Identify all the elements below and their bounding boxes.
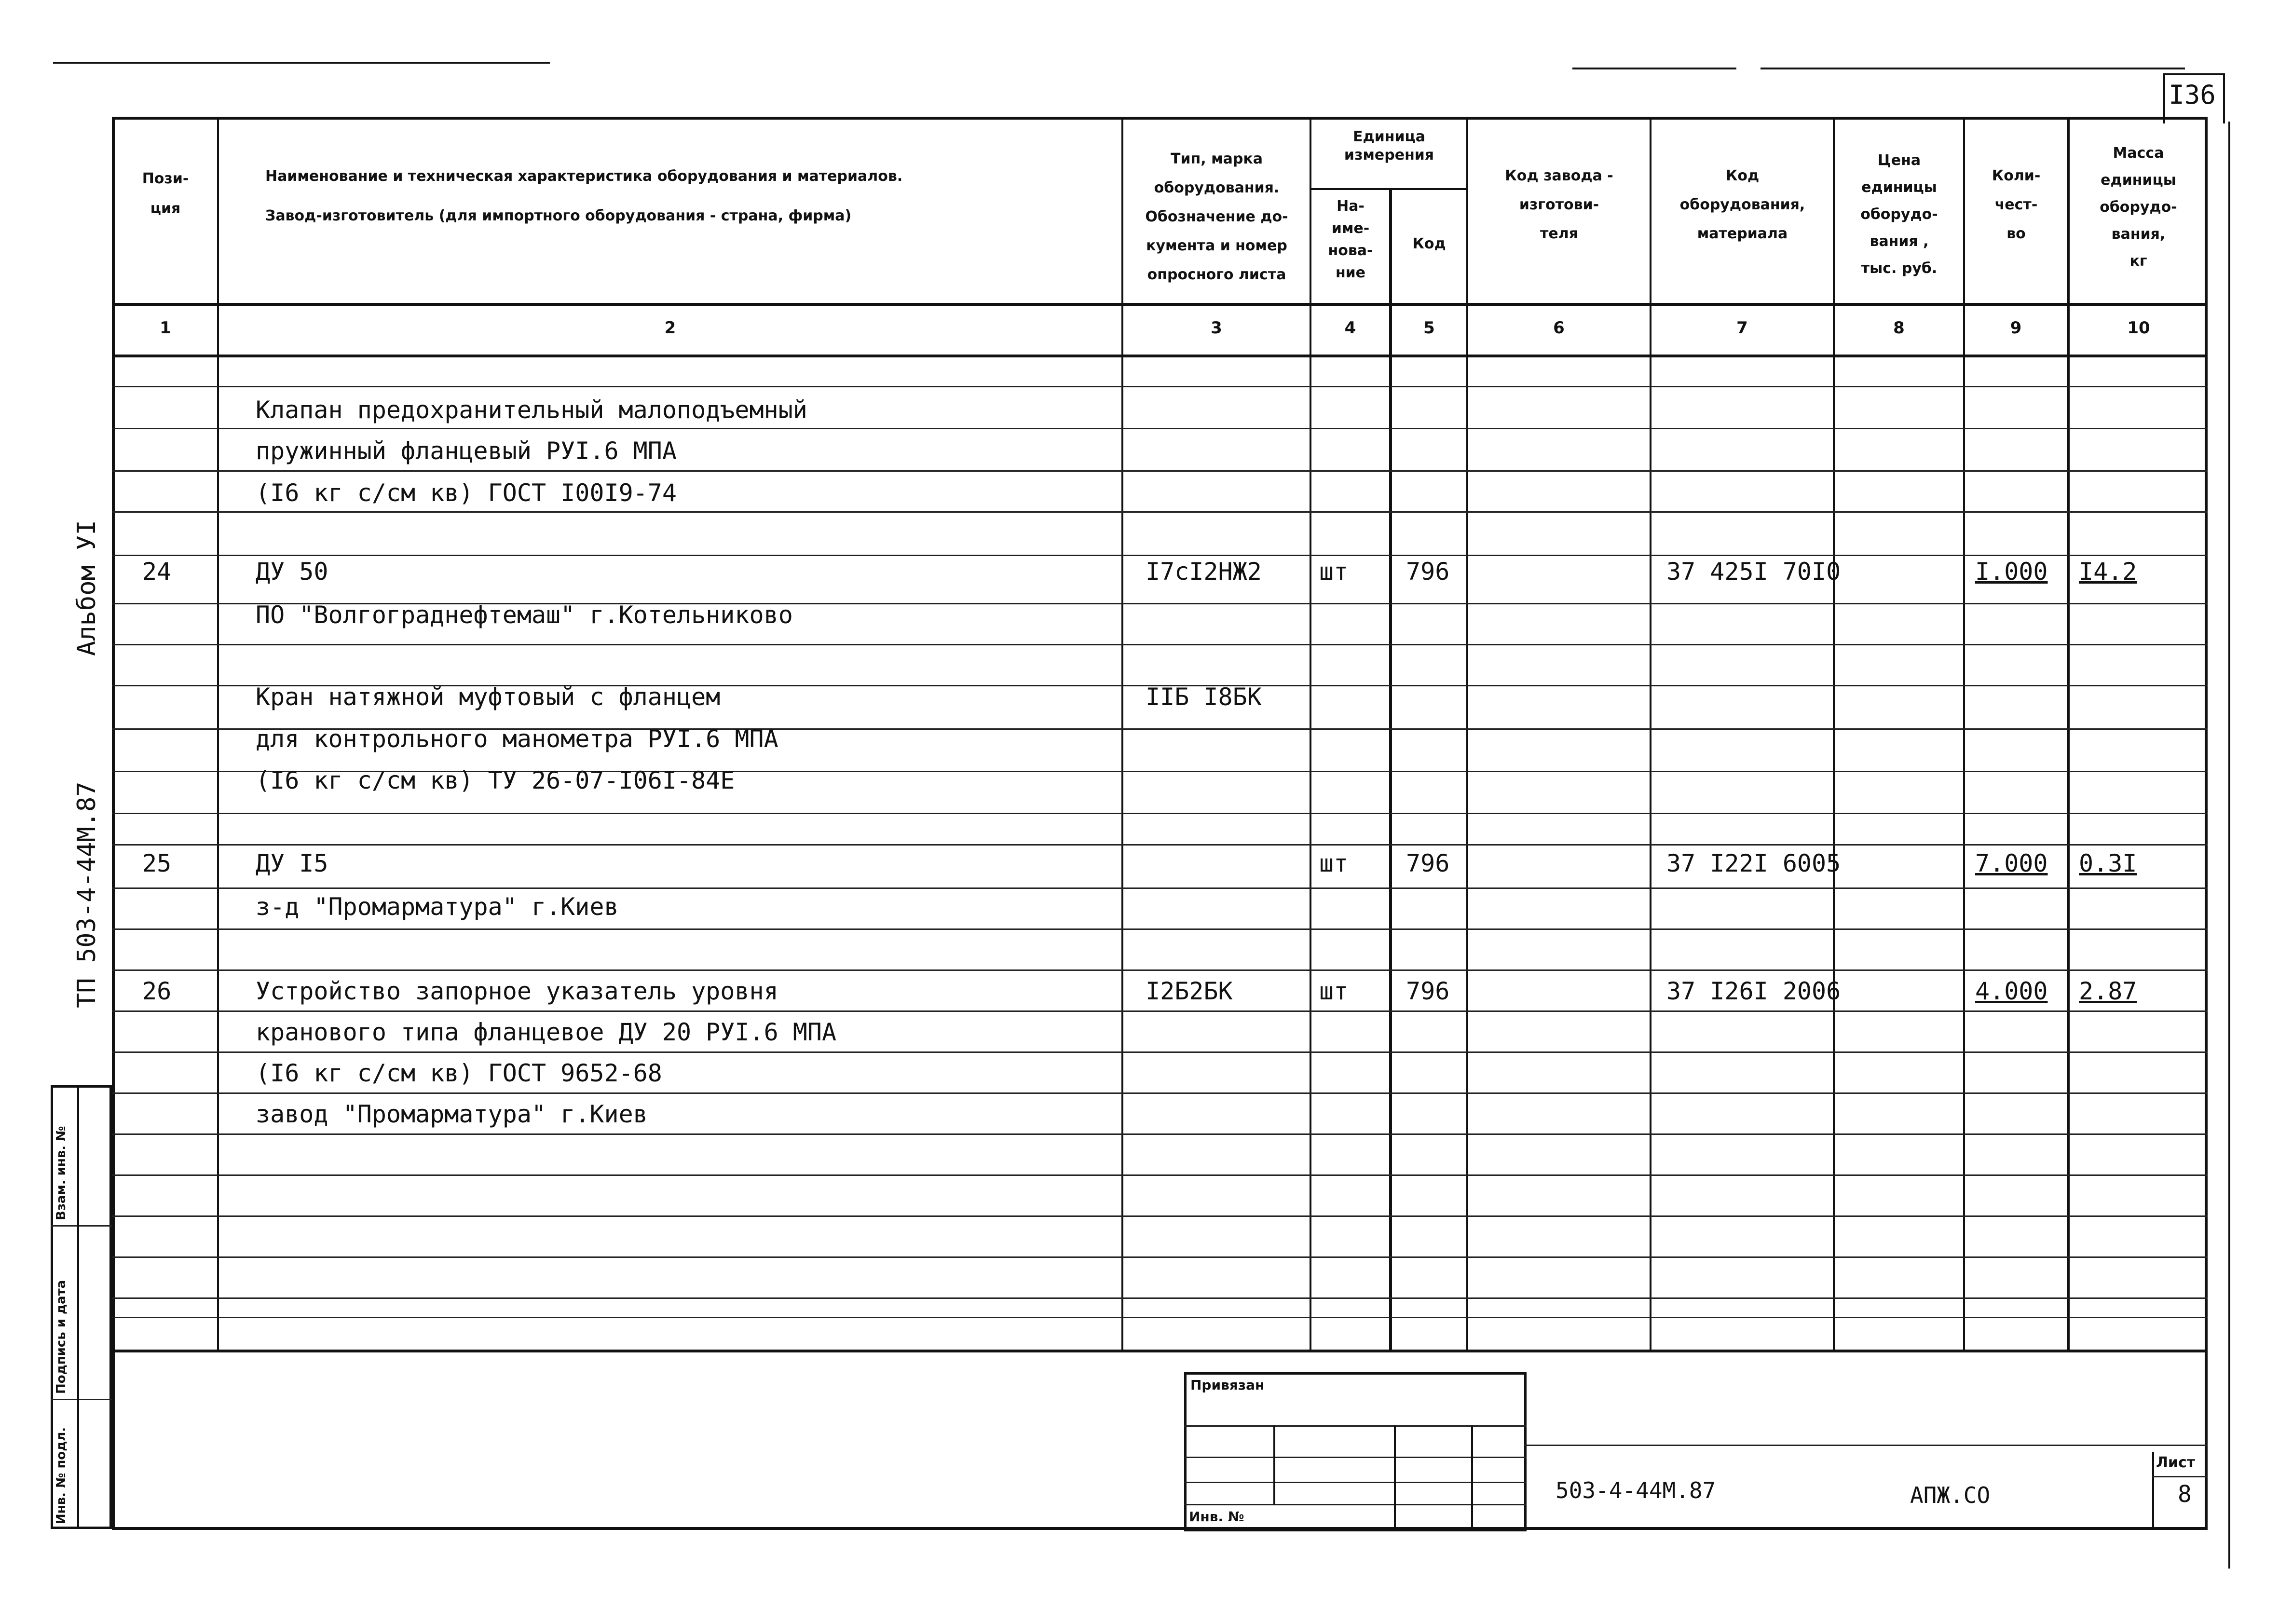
cell-type: IIБ I8БК (1146, 683, 1262, 711)
row-rule-19 (112, 1174, 2208, 1176)
cell-mass: 2.87 (2079, 977, 2137, 1005)
cell-unit: шт (1319, 849, 1349, 877)
row-rule-15 (112, 1010, 2208, 1012)
header-col4: На- име- нова- ние (1328, 198, 1373, 281)
cell-quantity: I.000 (1975, 558, 2048, 586)
cell-code: 796 (1406, 977, 1450, 1005)
col-line-7 (1833, 117, 1835, 1351)
cell-code: 796 (1406, 849, 1450, 877)
column-number-6: 6 (1553, 318, 1565, 338)
column-number-10: 10 (2127, 318, 2150, 338)
side-project-label: ТП 503-4-44М.87 (72, 781, 101, 1008)
side-album-label: Альбом УІ (72, 520, 101, 656)
cell-position: 25 (142, 849, 172, 877)
cell-name: ДУ 50 (256, 558, 328, 586)
bound-rule-2 (1184, 1457, 1527, 1458)
cell-mass: I4.2 (2079, 558, 2137, 586)
header-col7: Код оборудования, материала (1679, 167, 1805, 242)
doc-code: 503-4-44М.87 (1556, 1477, 1716, 1503)
column-number-1: 1 (160, 318, 171, 338)
top-rule-left (53, 62, 550, 64)
cell-equipment-code: 37 425I 70I0 (1666, 558, 1841, 586)
row-rule-17 (112, 1092, 2208, 1094)
header-col5: Код (1412, 235, 1446, 252)
cell-unit: шт (1319, 977, 1349, 1005)
bound-vline-1 (1273, 1425, 1275, 1505)
side-label-orig-inv: Инв. № подл. (54, 1427, 68, 1524)
column-number-7: 7 (1736, 318, 1748, 338)
row-rule-2 (112, 470, 2208, 472)
column-number-4: 4 (1344, 318, 1356, 338)
cell-position: 24 (142, 558, 172, 586)
col-line-5 (1466, 117, 1468, 1351)
unit-header-rule (1310, 188, 1466, 190)
cell-name: (I6 кг с/см кв) ГОСТ I00I9-74 (256, 479, 677, 507)
row-rule-18 (112, 1133, 2208, 1135)
doc-mark: АПЖ.СО (1910, 1482, 1991, 1508)
row-rule-13 (112, 928, 2208, 930)
header-col2: Наименование и техническая характеристика оборудования и материалов. Завод-изготовитель (для импортного оборудования - страна, фирма) (265, 168, 903, 224)
header-col10: Масса единицы оборудо- вания, кг (2100, 145, 2177, 270)
header-bottom-rule (112, 303, 2208, 306)
col-line-3 (1310, 117, 1311, 1351)
cell-name: ПО "Волгограднефтемаш" г.Котельниково (256, 601, 793, 629)
cell-name: (I6 кг с/см кв) ГОСТ 9652-68 (256, 1059, 662, 1087)
colnum-bottom-rule (112, 355, 2208, 357)
row-rule-4 (112, 555, 2208, 556)
col-line-1 (217, 117, 219, 1351)
header-col3: Тип, марка оборудования. Обозначение до- кумента и номер опросного листа (1145, 150, 1288, 283)
column-number-2: 2 (664, 318, 676, 338)
col-line-8 (1963, 117, 1965, 1351)
row-rule-12 (112, 887, 2208, 889)
cell-type: I7сI2НЖ2 (1146, 558, 1262, 586)
column-number-9: 9 (2010, 318, 2022, 338)
row-rule-1 (112, 428, 2208, 429)
cell-name: для контрольного манометра РУІ.6 МПА (256, 725, 778, 753)
header-unit: Единица измерения (1344, 128, 1434, 164)
col-line-6 (1650, 117, 1651, 1351)
sheet-label: Лист (2156, 1454, 2196, 1471)
row-rule-22 (112, 1297, 2208, 1299)
title-block-top-rule (1524, 1445, 2208, 1446)
sheet-box-rule (2152, 1476, 2208, 1477)
row-rule-23 (112, 1317, 2208, 1318)
column-number-8: 8 (1893, 318, 1905, 338)
page-number: I36 (2169, 80, 2216, 110)
row-rule-16 (112, 1051, 2208, 1053)
side-stamp-divider-2 (51, 1399, 112, 1400)
cell-equipment-code: 37 I22I 6005 (1666, 849, 1841, 877)
bound-stamp-box (1184, 1372, 1527, 1531)
header-col9: Коли- чест- во (1992, 167, 2041, 242)
cell-code: 796 (1406, 558, 1450, 586)
cell-name: Кран натяжной муфтовый с фланцем (256, 683, 721, 711)
cell-name: ДУ I5 (256, 849, 328, 877)
row-rule-3 (112, 511, 2208, 513)
col-line-9 (2067, 117, 2070, 1351)
col-line-2 (1121, 117, 1123, 1351)
column-number-3: 3 (1211, 318, 1222, 338)
row-rule-20 (112, 1215, 2208, 1217)
cell-unit: шт (1319, 558, 1349, 586)
column-number-5: 5 (1423, 318, 1435, 338)
sheet-number: 8 (2178, 1481, 2192, 1508)
table-bottom-rule (112, 1350, 2208, 1352)
cell-quantity: 4.000 (1975, 977, 2048, 1005)
row-rule-14 (112, 969, 2208, 971)
bound-rule-4 (1184, 1504, 1527, 1505)
right-edge-line (2228, 122, 2230, 1569)
cell-name: Устройство запорное указатель уровня (256, 977, 778, 1005)
side-stamp-divider-1 (51, 1225, 112, 1227)
side-stamp-inner-line (77, 1085, 79, 1529)
header-col6: Код завода - изготови- теля (1505, 167, 1613, 242)
row-rule-10 (112, 813, 2208, 814)
bound-rule-1 (1184, 1425, 1527, 1427)
cell-position: 26 (142, 977, 172, 1005)
row-rule-0 (112, 386, 2208, 387)
cell-equipment-code: 37 I26I 2006 (1666, 977, 1841, 1005)
bound-vline-3 (1471, 1425, 1473, 1529)
cell-quantity: 7.000 (1975, 849, 2048, 877)
side-label-replace-inv: Взам. инв. № (54, 1126, 68, 1220)
col-line-4 (1389, 188, 1392, 1351)
bound-rule-3 (1184, 1482, 1527, 1483)
header-col8: Цена единицы оборудо- вания , тыс. руб. (1860, 152, 1938, 277)
row-rule-6 (112, 644, 2208, 645)
side-label-signature-date: Подпись и дата (54, 1280, 68, 1394)
inv-label: Инв. № (1189, 1509, 1244, 1525)
cell-name: Клапан предохранительный малоподъемный (256, 396, 807, 424)
cell-name: (I6 кг с/см кв) ТУ 26-07-I06I-84Е (256, 766, 735, 794)
cell-name: завод "Промарматура" г.Киев (256, 1100, 648, 1128)
bound-label: Привязан (1190, 1377, 1265, 1393)
cell-name: пружинный фланцевый РУІ.6 МПА (256, 437, 677, 465)
bound-vline-2 (1394, 1425, 1396, 1529)
row-rule-11 (112, 844, 2208, 846)
cell-name: кранового типа фланцевое ДУ 20 РУІ.6 МПА (256, 1018, 837, 1046)
top-rule-mid (1572, 68, 1736, 69)
row-rule-21 (112, 1256, 2208, 1258)
cell-type: I2Б2БК (1146, 977, 1233, 1005)
header-col1: Пози- ция (142, 170, 189, 217)
cell-name: з-д "Промарматура" г.Киев (256, 893, 619, 921)
cell-mass: 0.3I (2079, 849, 2137, 877)
top-rule-right (1760, 68, 2185, 69)
